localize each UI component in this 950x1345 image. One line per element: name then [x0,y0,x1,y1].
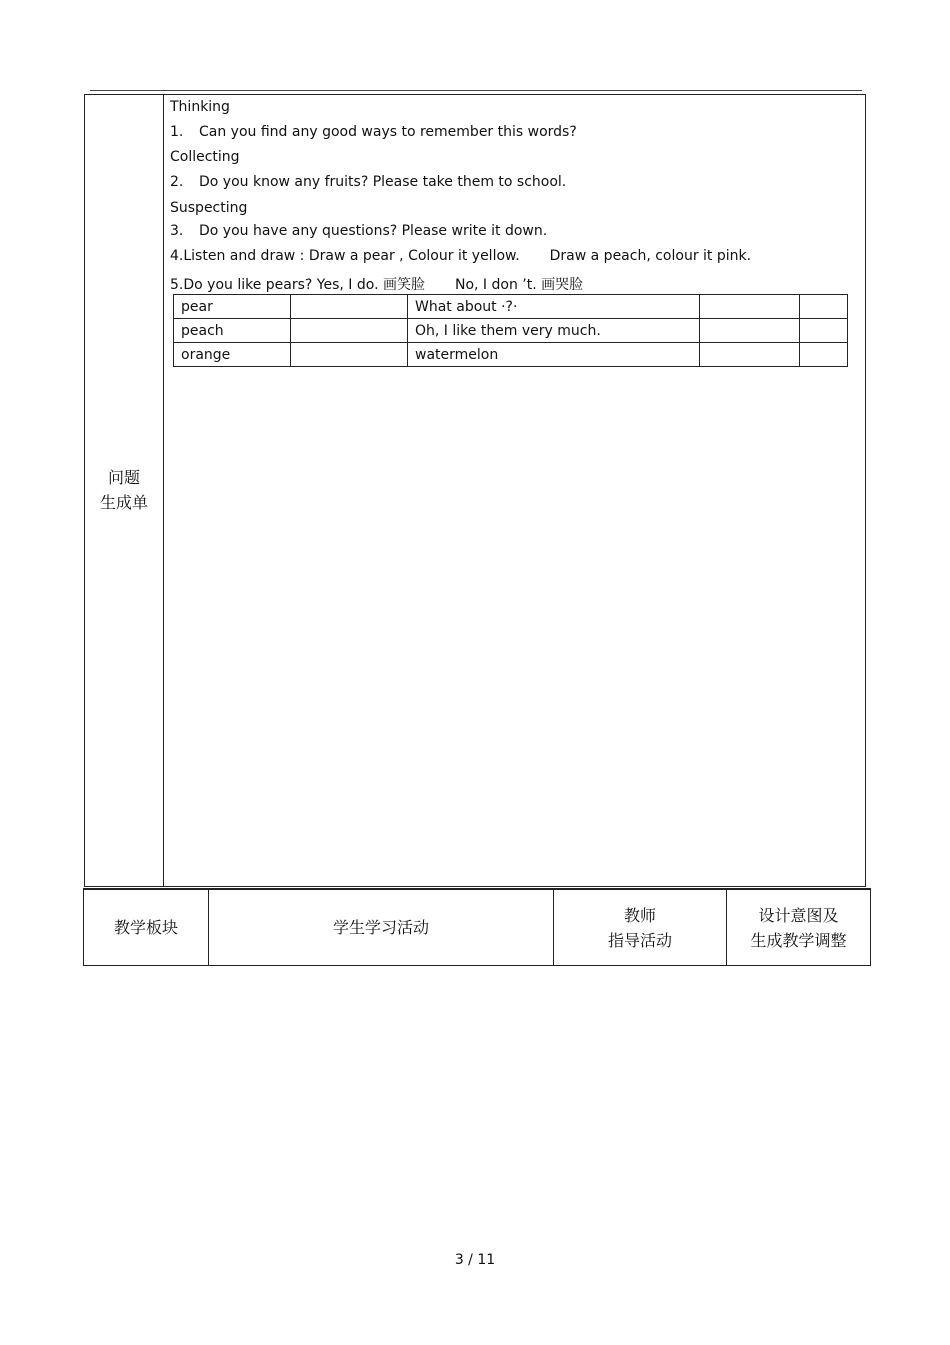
question-4-part-a: 4.Listen and draw : Draw a pear , Colour it yellow. [170,248,520,264]
table-cell [800,295,848,319]
table-cell: Oh, I like them very much. [408,319,700,343]
table-cell: What about ·?· [408,295,700,319]
table-cell: peach [174,319,291,343]
heading-collecting: Collecting [170,149,240,165]
header-teaching-section: 教学板块 [84,889,209,966]
page-number: 3 / 11 [454,1252,496,1268]
question-2-number: 2. [170,174,184,190]
side-label-line-1: 问题 [107,468,140,487]
question-5 [170,274,583,294]
question-1 [170,124,577,140]
table-cell [291,319,408,343]
table-cell [700,343,800,367]
top-rule [90,90,862,91]
table-cell [291,295,408,319]
question-4-part-b: Draw a peach, colour it pink. [549,248,752,264]
header-design-intent [727,889,871,966]
question-3 [170,223,547,239]
question-3-text: Do you have any questions? Please write it down. [199,223,548,239]
header-teacher-guidance-line-1: 教师 [623,905,656,925]
left-label-column [85,95,164,886]
table-cell [291,343,408,367]
question-form-box [84,94,866,887]
question-4 [170,248,751,264]
question-1-number: 1. [170,124,184,140]
table-cell: pear [174,295,291,319]
table-cell [800,319,848,343]
heading-thinking: Thinking [170,99,230,115]
question-3-number: 3. [170,223,184,239]
side-label [85,465,163,515]
table-row [174,343,848,367]
header-student-activities: 学生学习活动 [209,889,554,966]
table-cell [700,319,800,343]
table-cell: orange [174,343,291,367]
table-row [84,889,871,966]
table-row [174,295,848,319]
side-label-line-2: 生成单 [99,493,148,512]
question-1-text: Can you find any good ways to remember this words? [199,124,577,140]
header-design-intent-line-2: 生成教学调整 [750,930,847,950]
question-5-part-b: No, I don ’t. 画哭脸 [454,277,584,293]
heading-suspecting: Suspecting [170,200,248,216]
header-teacher-guidance-line-2: 指导活动 [607,930,672,950]
question-2-text: Do you know any fruits? Please take them to school. [199,174,567,190]
header-teacher-guidance [554,889,727,966]
question-2 [170,174,566,190]
header-design-intent-line-1: 设计意图及 [758,905,839,925]
table-cell [700,295,800,319]
fruit-table [173,294,848,367]
table-cell [800,343,848,367]
lesson-header-table [83,888,871,966]
table-row [174,319,848,343]
question-5-part-a: 5.Do you like pears? Yes, I do. 画笑脸 [170,277,425,293]
table-cell: watermelon [408,343,700,367]
